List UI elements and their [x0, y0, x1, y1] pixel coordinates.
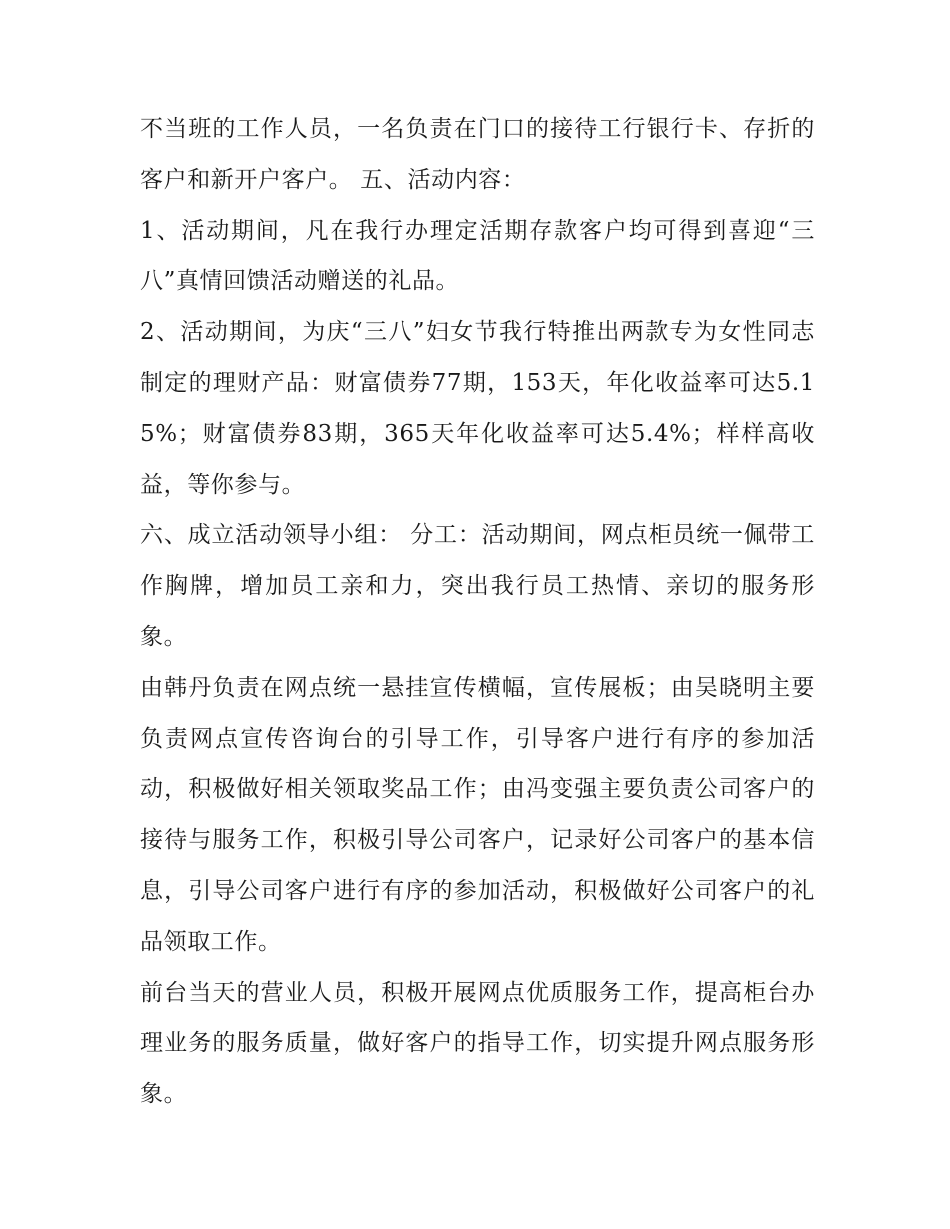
paragraph-wealth-products: 2、活动期间，为庆“三八”妇女节我行特推出两款专为女性同志制定的理财产品：财富债券77期，153天，年化收益率可达5.15%；财富债券83期，365天年化收益率可达5.4%；样样高收益，等你参与。	[140, 319, 815, 498]
paragraph-activity-gift: 1、活动期间，凡在我行办理定活期存款客户均可得到喜迎“三八”真情回馈活动赠送的礼品。	[140, 217, 815, 295]
paragraph-task-division: 由韩丹负责在网点统一悬挂宣传横幅，宣传展板；由吴晓明主要负责网点宣传咨询台的引导工作，引导客户进行有序的参加活动，积极做好相关领取奖品工作；由冯变强主要负责公司客户的接待与服务工作，积极引导公司客户，记录好公司客户的基本信息，引导公司客户进行有序的参加活动，积极做好公司客户的礼品领取工作。	[140, 674, 815, 955]
document-body	[140, 104, 815, 1120]
paragraph-staff-duty: 不当班的工作人员，一名负责在门口的接待工行银行卡、存折的客户和新开户客户。 五、活动内容：	[140, 116, 815, 193]
paragraph-front-desk: 前台当天的营业人员，积极开展网点优质服务工作，提高柜台办理业务的服务质量，做好客户的指导工作，切实提升网点服务形象。	[140, 979, 815, 1108]
paragraph-leadership-group: 六、成立活动领导小组： 分工：活动期间，网点柜员统一佩带工作胸牌，增加员工亲和力，突出我行员工热情、亲切的服务形象。	[140, 522, 815, 650]
